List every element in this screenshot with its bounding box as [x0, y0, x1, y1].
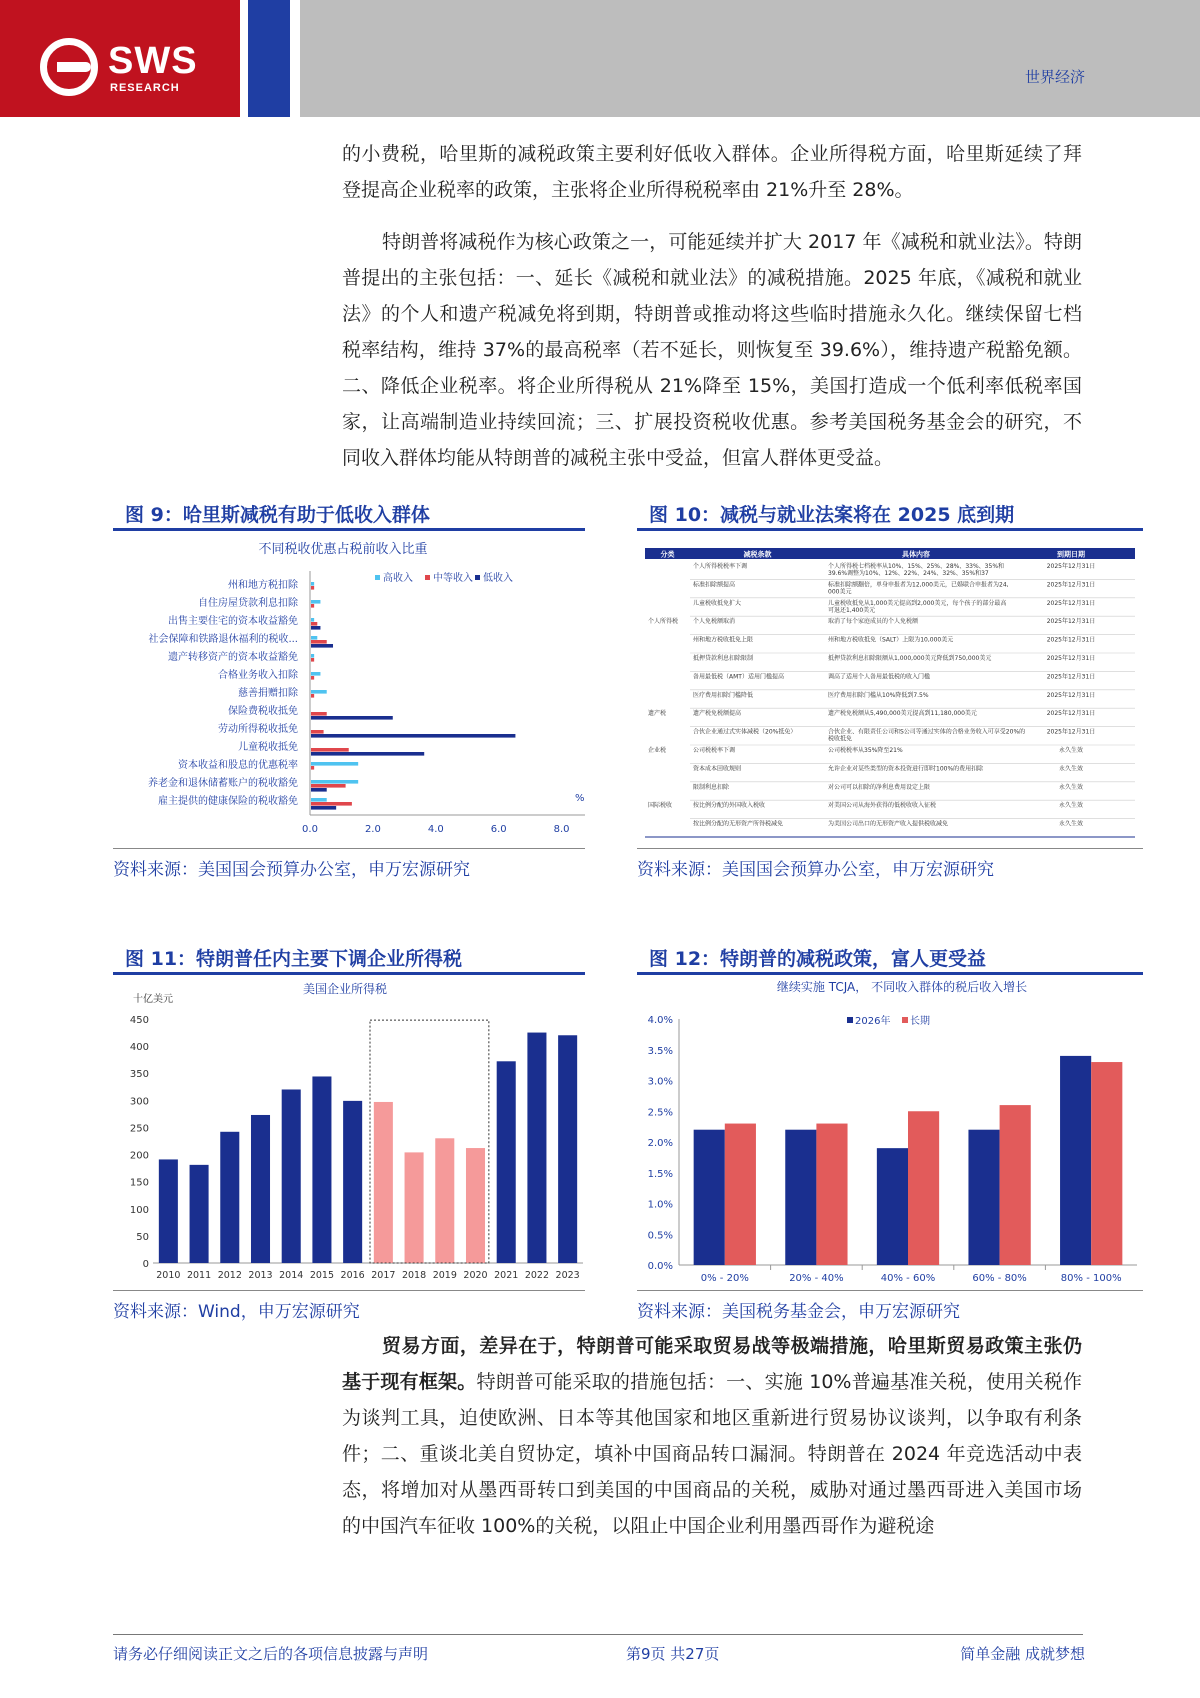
fig12-bar — [785, 1130, 816, 1265]
fig10-cell: 调高了适用个人备用最低税的收入门槛 — [828, 673, 931, 681]
fig9-bar — [311, 694, 314, 698]
fig9-bar — [311, 644, 333, 648]
fig9-bar — [311, 618, 314, 622]
fig9-bar — [311, 672, 320, 676]
fig10-cell: 医疗费用扣除门槛降低 — [693, 691, 754, 699]
fig9-legend-swatch-0 — [375, 575, 380, 580]
fig11-x-tick: 2015 — [309, 1270, 335, 1281]
fig10-cell: 2025年12月31日 — [1046, 581, 1096, 589]
fig11-y-tick: 50 — [136, 1231, 149, 1243]
fig9-x-tick: 2.0 — [364, 824, 381, 835]
fig9-legend-label-2: 低收入 — [483, 573, 513, 584]
paragraph-2: 特朗普将减税作为核心政策之一，可能延续并扩大 2017 年《减税和就业法》。特朗普提出的主张包括：一、延长《减税和就业法》的减税措施。2025 年底，《减税和就业法》的个人和遗产税减免将到期，特朗普或推动将这些临时措施永久化。继续保留七档税率结构，维持 37%的最高税率（若不延长，则恢复至 39.6%），维持遗产税豁免额。二、降低企业税率。将企业所得税从 21%降至 15%，美国打造成一个低利率低税率国家，让高端制造业持续回流；三、扩展投资税收优惠。参考美国税务基金会的研究，不同收入群体均能从特朗普的减税主张中受益，但富人群体更受益。 — [342, 231, 1082, 469]
fig11-y-tick: 350 — [129, 1069, 149, 1081]
fig11-bar — [497, 1061, 516, 1263]
fig10-cell: 2025年12月31日 — [1046, 636, 1096, 644]
fig11-bar — [220, 1132, 239, 1263]
fig9-bar — [311, 600, 320, 604]
fig9-x-tick: 6.0 — [490, 824, 507, 835]
footer-slogan: 简单金融 成就梦想 — [960, 1645, 1085, 1663]
fig11-bar — [374, 1102, 393, 1263]
fig9-bar — [311, 798, 327, 802]
fig12-y-tick: 3.5% — [647, 1045, 673, 1057]
fig9-bar — [311, 712, 327, 716]
fig9-bar — [311, 636, 317, 640]
fig10-cell: 医疗费用扣除门槛从10%降低到7.5% — [828, 691, 929, 699]
fig9-category-label: 儿童税收抵免 — [238, 742, 298, 753]
fig10-header-cell: 减税条款 — [743, 550, 772, 559]
fig10-cell: 公司税税率下调 — [693, 747, 736, 754]
fig9-bar — [311, 788, 327, 792]
fig9-bar — [311, 802, 352, 806]
fig11-bar — [527, 1033, 546, 1263]
fig9-bar — [311, 622, 317, 626]
fig10-header-cell: 具体内容 — [902, 550, 930, 559]
fig9-category-label: 出售主要住宅的资本收益豁免 — [168, 616, 298, 627]
fig12-y-tick: 0.0% — [647, 1261, 673, 1272]
fig12-x-tick: 20% - 40% — [789, 1273, 844, 1284]
fig10-cell: 2025年12月31日 — [1046, 563, 1096, 570]
fig10-cell: 个人所得税税率下调 — [693, 563, 748, 570]
fig12-bar — [1060, 1056, 1091, 1265]
fig9-bar — [311, 676, 314, 680]
fig11-x-tick: 2017 — [371, 1270, 396, 1281]
fig12-chart-title: 继续实施 TCJA， 不同收入群体的税后收入增长 — [776, 980, 1028, 994]
fig12-y-tick: 0.5% — [647, 1230, 673, 1242]
fig12-bar — [1091, 1062, 1122, 1265]
fig9-bar — [311, 730, 324, 734]
fig10-cell: 按比例分配的外国收入税收 — [693, 802, 766, 810]
fig9-bar — [311, 762, 358, 766]
fig10-cell: 个人所得税 — [648, 618, 679, 626]
fig11-bar — [405, 1152, 424, 1263]
header-blue-block — [248, 0, 290, 117]
fig10-cell: 标准扣除额翻倍，单身申报者为12,000美元，已婚联合申报者为24, 000美元 — [828, 581, 1009, 596]
fig9-category-label: 自住房屋贷款利息扣除 — [198, 598, 298, 609]
fig9-bar — [311, 734, 515, 738]
fig11-y-tick: 450 — [129, 1015, 149, 1026]
fig9-category-label: 社会保障和铁路退休福利的税收... — [148, 634, 298, 645]
fig9-category-label: 遗产转移资产的资本收益豁免 — [168, 652, 298, 663]
fig9-unit-label: % — [575, 793, 585, 804]
fig10-cell: 限制利息扣除 — [693, 783, 730, 791]
fig9-bar — [311, 582, 314, 586]
fig9-bar — [311, 640, 327, 644]
fig12-y-tick: 2.5% — [647, 1107, 673, 1119]
fig10-cell: 2025年12月31日 — [1046, 618, 1096, 626]
fig10-cell: 永久生效 — [1058, 765, 1084, 773]
fig12-title: 图 12：特朗普的减税政策，富人更受益 — [649, 948, 987, 970]
fig9-legend-label-0: 高收入 — [383, 573, 413, 584]
footer-page-number: 第9页 共27页 — [626, 1645, 720, 1663]
fig12-x-tick: 0% - 20% — [700, 1273, 749, 1284]
fig11-bar — [343, 1101, 362, 1263]
fig11-x-tick: 2019 — [432, 1270, 457, 1281]
logo-subtext: RESEARCH — [110, 82, 180, 94]
fig10-cell: 公司税税率从35%降至21% — [828, 747, 903, 754]
fig11-bar — [466, 1148, 485, 1263]
fig9-bar — [311, 654, 314, 658]
fig11-x-tick: 2014 — [279, 1270, 304, 1281]
logo-mark-icon — [40, 38, 98, 96]
fig9-chart-title: 不同税收优惠占税前收入比重 — [258, 542, 428, 557]
fig11-x-tick: 2020 — [463, 1270, 488, 1281]
fig10-cell: 对美国公司从海外获得的低税收收入征税 — [828, 802, 937, 810]
fig12-y-tick: 1.0% — [647, 1199, 673, 1211]
fig11-bar — [312, 1076, 331, 1263]
fig10-cell: 永久生效 — [1058, 783, 1084, 791]
fig10-cell: 儿童税收抵免从1,000美元提高到2,000美元，每个孩子的部分最高可退还1,400美元 — [828, 599, 1007, 614]
fig11-bar — [159, 1159, 178, 1263]
fig9-source: 资料来源：美国国会预算办公室，申万宏源研究 — [113, 860, 470, 880]
fig9-category-label: 资本收益和股息的优惠税率 — [178, 760, 298, 771]
fig9-bar — [311, 604, 314, 608]
fig9-category-label: 劳动所得税收抵免 — [218, 724, 298, 735]
fig11-y-tick: 300 — [129, 1096, 149, 1108]
fig10-cell: 抵押贷款利息扣除限额从1,000,000美元降低到750,000美元 — [828, 655, 992, 662]
fig10-source: 资料来源：美国国会预算办公室，申万宏源研究 — [637, 860, 994, 880]
fig9-category-label: 保险费税收抵免 — [228, 706, 298, 717]
fig9-bar — [311, 752, 424, 756]
paragraph-3-body: 特朗普可能采取的措施包括：一、实施 10%普遍基准关税，使用关税作为谈判工具，迫使欧洲、日本等其他国家和地区重新进行贸易协议谈判，以争取有利条件；二、重谈北美自贸协定，填补中国商品转口漏洞。特朗普在 2024 年竞选活动中表态，将增加对从墨西哥转口到美国的中国商品的关税，威胁对通过墨西哥进入美国市场的中国汽车征收 100%的关税，以阻止中国企业利用墨西哥作为避税途 — [342, 1371, 1082, 1537]
fig12-y-tick: 4.0% — [647, 1015, 673, 1026]
fig10-cell: 个人免税额取消 — [693, 618, 736, 626]
fig11-y-tick: 0 — [142, 1259, 149, 1270]
fig9-bar — [311, 784, 346, 788]
fig11-bar — [435, 1138, 454, 1263]
fig9-bar — [311, 690, 327, 694]
fig10-cell: 对公司可以扣除的净利息费用设定上限 — [828, 783, 931, 791]
fig9-bar — [311, 716, 393, 720]
fig11-y-tick: 100 — [129, 1204, 149, 1216]
section-name: 世界经济 — [1024, 68, 1085, 86]
fig10-cell: 遗产税免税额提高 — [693, 710, 742, 718]
fig10-cell: 2025年12月31日 — [1046, 655, 1096, 662]
fig11-x-tick: 2012 — [217, 1270, 242, 1281]
fig10-cell: 2025年12月31日 — [1046, 599, 1096, 607]
fig10-cell: 为美国公司出口的无形资产收入提供税收减免 — [828, 820, 949, 828]
fig12-bar — [968, 1130, 999, 1265]
fig10-cell: 资本成本回收规则 — [693, 765, 742, 773]
fig9-category-label: 合格业务收入扣除 — [218, 670, 298, 681]
fig11-x-tick: 2021 — [494, 1270, 519, 1281]
fig9-bar — [311, 806, 336, 810]
fig9-bar — [311, 626, 320, 630]
fig12-bar — [908, 1111, 939, 1265]
fig12-bar — [1000, 1105, 1031, 1265]
fig9-category-label: 雇主提供的健康保险的税收豁免 — [158, 796, 298, 807]
fig10-cell: 永久生效 — [1058, 802, 1084, 810]
fig11-y-tick: 200 — [129, 1150, 149, 1162]
fig12-x-tick: 60% - 80% — [972, 1273, 1027, 1284]
fig9-bar — [311, 780, 358, 784]
fig12-bar — [877, 1148, 908, 1265]
fig11-x-tick: 2016 — [340, 1270, 365, 1281]
fig10-cell: 永久生效 — [1058, 820, 1084, 828]
fig10-cell: 州和地方税收抵免上限 — [693, 636, 754, 644]
paragraph-3-lead: 贸易方面，差异在于，特朗普可能采取贸易战等极端措施，哈里斯贸易政策主张仍基于现有框架。 — [342, 1335, 1082, 1393]
fig9-title: 图 9：哈里斯减税有助于低收入群体 — [125, 504, 430, 526]
fig10-cell: 儿童税收抵免扩大 — [693, 599, 742, 607]
fig12-bar — [694, 1130, 725, 1265]
fig9-x-tick: 8.0 — [553, 824, 570, 835]
paragraph-1: 的小费税，哈里斯的减税政策主要利好低收入群体。企业所得税方面，哈里斯延续了拜登提高企业税率的政策，主张将企业所得税税率由 21%升至 28%。 — [342, 143, 1082, 201]
footer-disclaimer: 请务必仔细阅读正文之后的各项信息披露与声明 — [113, 1645, 429, 1663]
fig10-header-cell: 到期日期 — [1057, 550, 1085, 559]
fig10-cell: 2025年12月31日 — [1046, 710, 1096, 718]
fig12-bar — [816, 1124, 847, 1265]
fig11-chart — [113, 977, 585, 1290]
fig10-cell: 允许企业对某些类型的资本投资进行即时100%的费用扣除 — [828, 765, 984, 773]
fig10-cell: 抵押贷款利息扣除限制 — [693, 655, 754, 662]
fig10-header-cell: 分类 — [660, 550, 675, 559]
fig10-cell: 遗产税免税额从5,490,000美元提高到11,180,000美元 — [828, 710, 977, 718]
fig11-bar — [251, 1115, 270, 1263]
fig12-legend-label-1: 长期 — [910, 1016, 930, 1027]
fig12-legend-label-0: 2026年 — [855, 1016, 891, 1027]
fig10-cell: 企业税 — [648, 747, 667, 754]
fig11-bar — [282, 1089, 301, 1263]
fig9-category-label: 养老金和退休储蓄账户的税收豁免 — [148, 778, 298, 789]
fig10-cell: 合伙企业、有限责任公司和S公司等通过实体的合格业务收入可享受20%的税收抵免 — [828, 728, 1026, 743]
fig11-x-tick: 2022 — [524, 1270, 550, 1281]
fig11-bar — [558, 1035, 577, 1263]
fig10-cell: 备用最低税（AMT）适用门槛提高 — [693, 673, 784, 681]
fig11-title: 图 11：特朗普任内主要下调企业所得税 — [125, 948, 463, 970]
fig11-y-tick: 150 — [129, 1177, 149, 1189]
fig9-bar — [311, 748, 349, 752]
fig11-chart-title: 美国企业所得税 — [302, 982, 388, 996]
fig10-cell: 标准扣除额提高 — [693, 581, 736, 589]
fig9-legend-swatch-1 — [425, 575, 430, 580]
fig11-x-tick: 2010 — [156, 1270, 181, 1281]
fig9-bar — [311, 586, 314, 590]
fig11-bar — [190, 1165, 209, 1263]
fig11-y-tick: 250 — [129, 1123, 149, 1135]
fig12-y-tick: 2.0% — [647, 1138, 673, 1149]
fig12-x-tick: 40% - 60% — [880, 1273, 936, 1284]
fig9-bar — [311, 658, 314, 662]
fig12-y-tick: 3.0% — [647, 1076, 673, 1088]
fig10-cell: 合伙企业通过式实体减税（20%抵免） — [693, 728, 797, 736]
fig10-cell: 取消了每个家庭成员的个人免税额 — [828, 618, 919, 626]
fig10-cell: 国际税收 — [648, 802, 673, 810]
fig11-y-unit: 十亿美元 — [133, 994, 173, 1005]
fig11-x-tick: 2011 — [186, 1270, 212, 1281]
fig12-legend-swatch-1 — [902, 1017, 908, 1023]
fig11-x-tick: 2018 — [401, 1270, 427, 1281]
fig10-title: 图 10：减税与就业法案将在 2025 底到期 — [649, 504, 1015, 526]
fig9-x-tick: 4.0 — [427, 824, 444, 835]
sws-logo — [40, 38, 210, 98]
fig10-cell: 个人所得税七档税率从10%、15%、25%、28%、33%、35%和 39.6%调整为10%、12%、22%、24%、32%、35%和37 — [828, 563, 1005, 577]
fig9-chart — [113, 533, 585, 848]
fig10-cell: 2025年12月31日 — [1046, 728, 1096, 736]
fig12-y-tick: 1.5% — [647, 1168, 673, 1180]
fig12-source: 资料来源：美国税务基金会，申万宏源研究 — [637, 1302, 960, 1322]
fig9-bar — [311, 766, 314, 770]
fig12-x-tick: 80% - 100% — [1060, 1273, 1122, 1284]
fig9-legend-label-1: 中等收入 — [433, 573, 473, 584]
header-grey-bar — [300, 0, 1200, 117]
fig10-cell: 州和地方税收抵免（SALT）上限为10,000美元 — [828, 636, 954, 644]
fig12-legend-swatch-0 — [847, 1017, 853, 1023]
fig10-table — [645, 548, 1135, 838]
fig11-x-tick: 2013 — [248, 1270, 273, 1281]
fig11-y-tick: 400 — [129, 1042, 149, 1054]
fig12-bar — [725, 1124, 756, 1265]
fig11-source: 资料来源：Wind，申万宏源研究 — [113, 1302, 360, 1322]
logo-text: SWS — [108, 40, 198, 82]
fig12-chart — [637, 977, 1143, 1290]
fig10-cell: 永久生效 — [1058, 747, 1084, 754]
fig10-cell: 2025年12月31日 — [1046, 691, 1096, 699]
fig10-cell: 遗产税 — [648, 710, 667, 718]
fig9-category-label: 州和地方税扣除 — [228, 580, 298, 591]
fig11-x-tick: 2023 — [555, 1270, 580, 1281]
fig10-cell: 按比例分配的无形资产所得税减免 — [693, 820, 784, 828]
paragraph-3 — [342, 1328, 1082, 1544]
fig9-legend-swatch-2 — [475, 575, 480, 580]
fig10-cell: 2025年12月31日 — [1046, 673, 1096, 681]
fig9-x-tick: 0.0 — [302, 824, 318, 835]
fig9-category-label: 慈善捐赠扣除 — [238, 688, 298, 699]
